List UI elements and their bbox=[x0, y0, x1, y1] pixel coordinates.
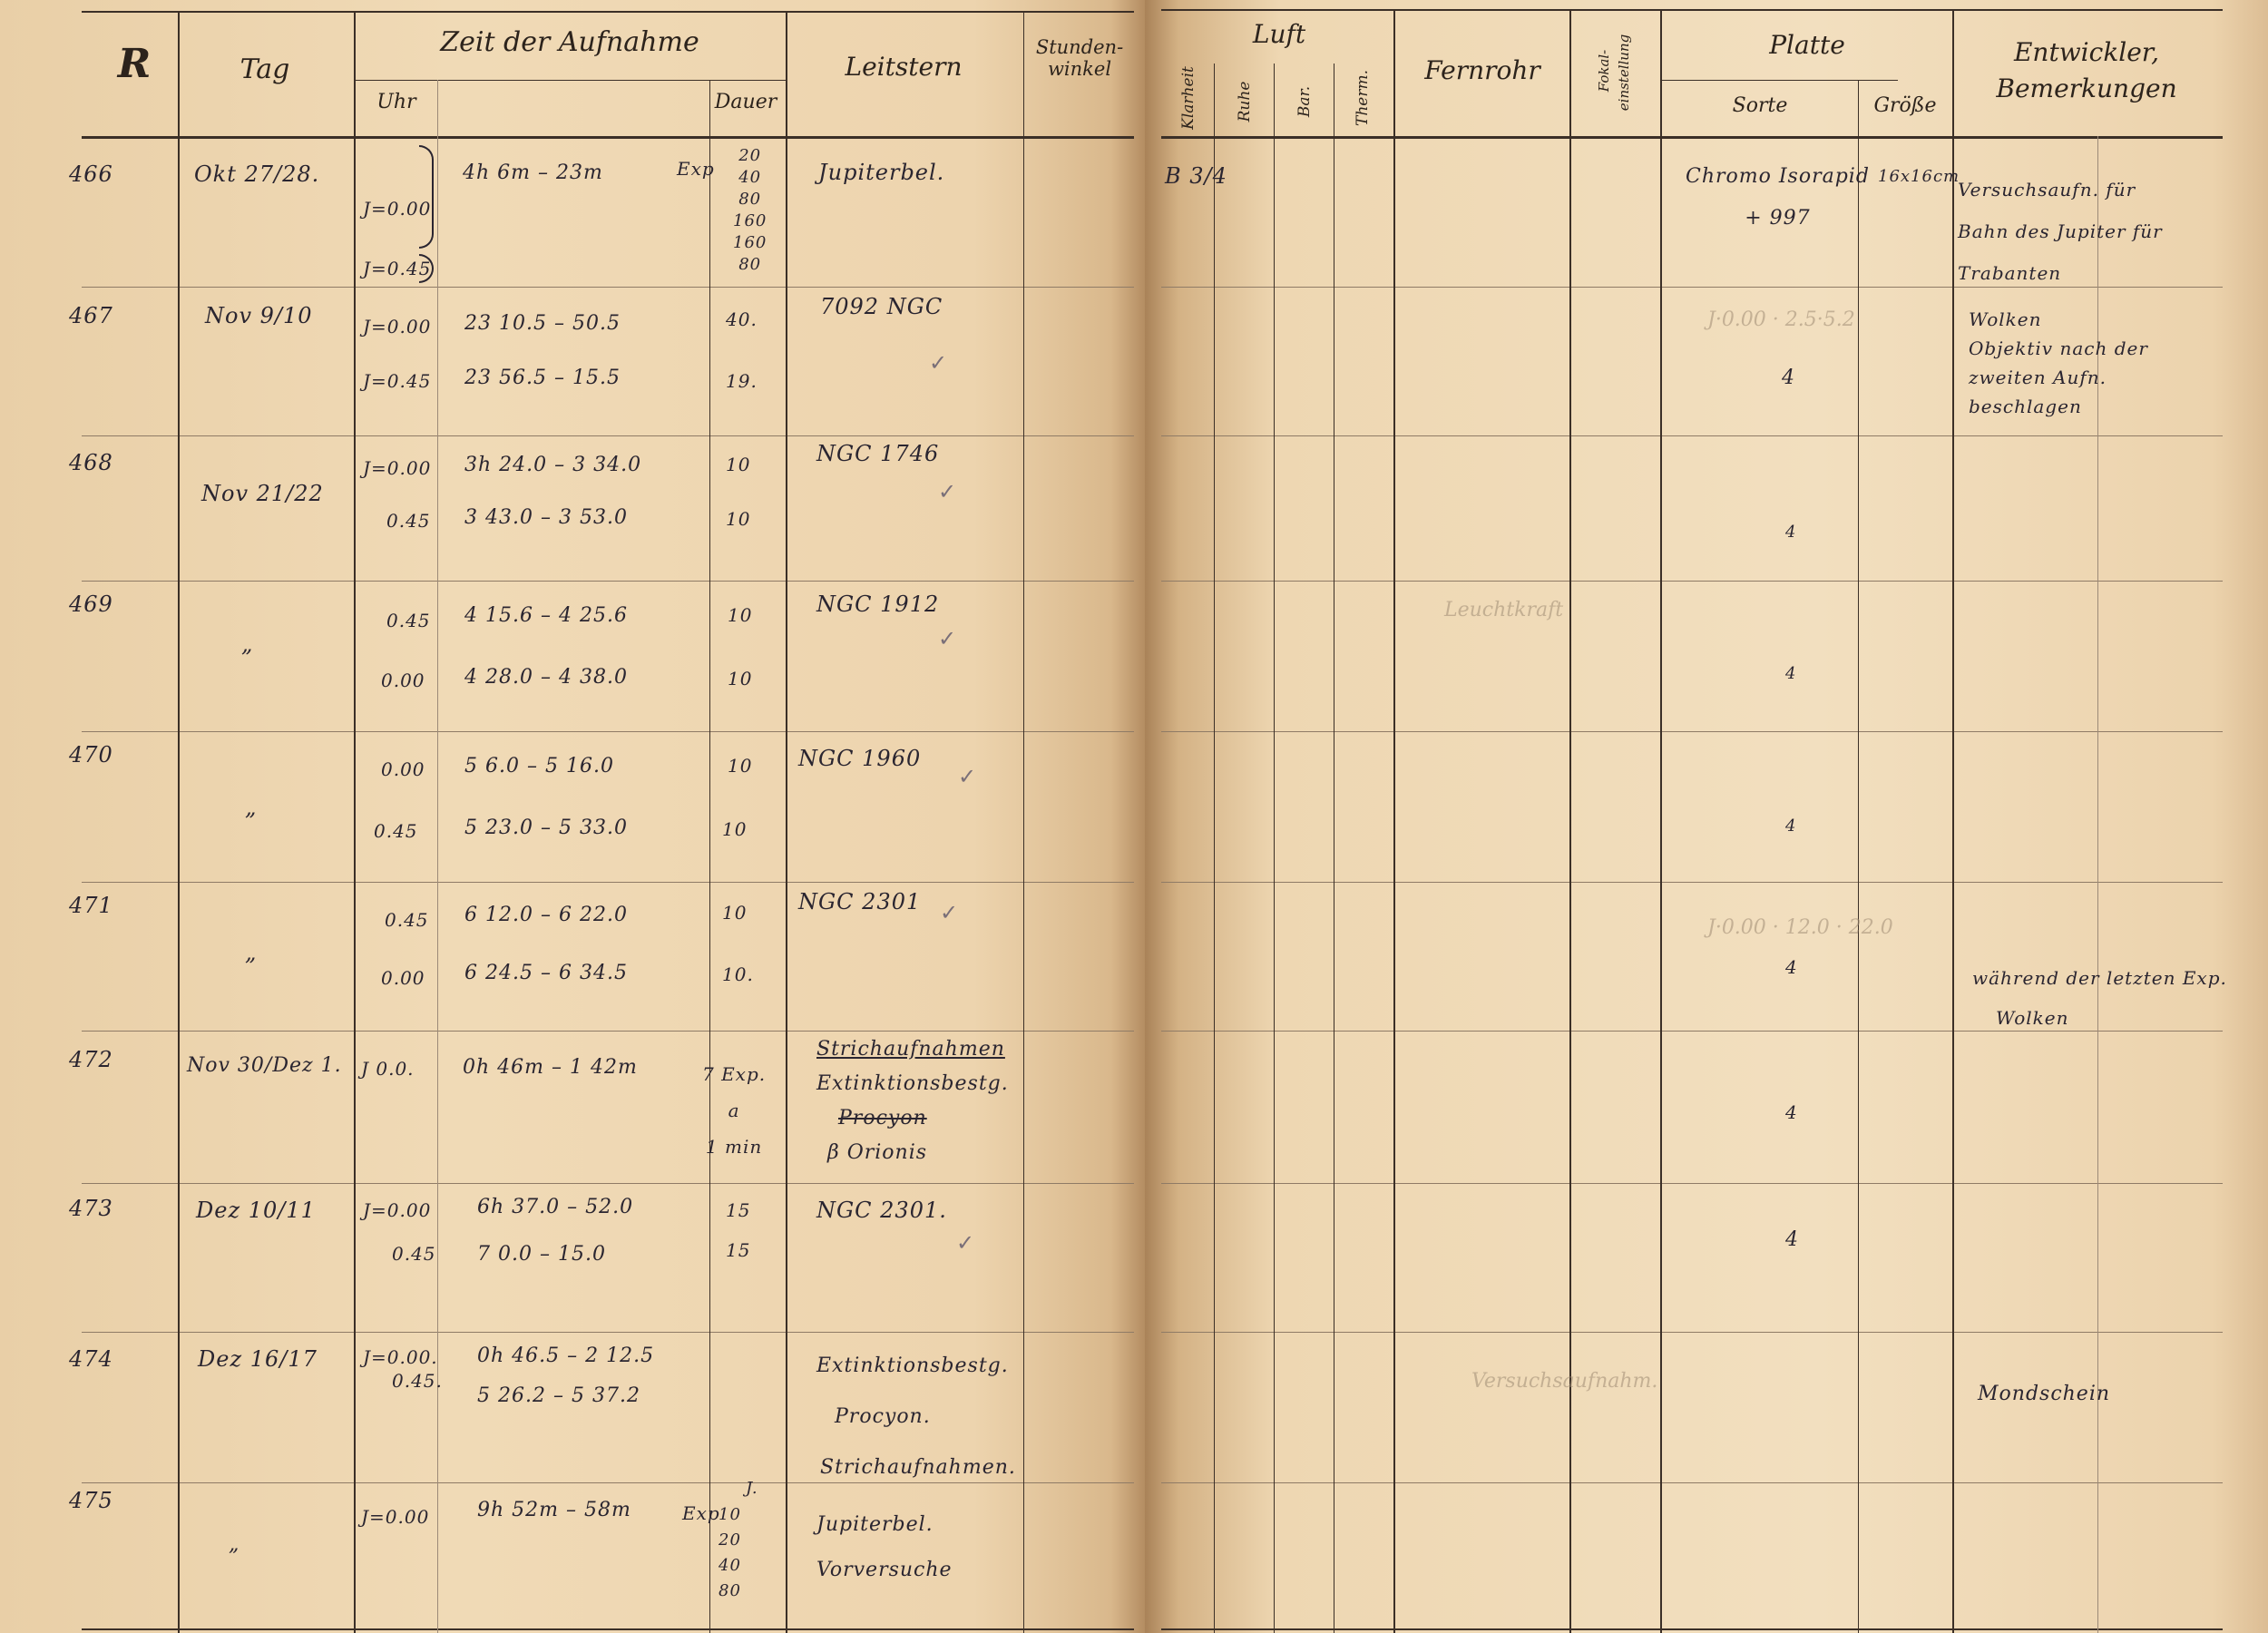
entry-uhr: 0.45 bbox=[374, 820, 418, 842]
entry-dauer-prefix: J. bbox=[746, 1479, 758, 1498]
row-divider bbox=[1161, 1183, 2223, 1184]
check-mark-icon: ✓ bbox=[938, 626, 957, 651]
bemerkung-line: Wolken bbox=[1996, 1007, 2069, 1029]
header-tag: Tag bbox=[240, 54, 290, 85]
header-uhr: Uhr bbox=[376, 91, 416, 113]
entry-zeit: 4 15.6 – 4 25.6 bbox=[464, 604, 628, 627]
entry-r: 466 bbox=[69, 161, 113, 187]
entry-zeit: 0h 46m – 1 42m bbox=[463, 1056, 638, 1079]
entry-leitstern: NGC 1960 bbox=[798, 746, 922, 771]
brace bbox=[419, 254, 434, 283]
leitstern-line: Strichaufnahmen bbox=[816, 1038, 1005, 1061]
header-fokal: Fokal- bbox=[1596, 49, 1612, 93]
entry-dauer: 10 bbox=[728, 668, 753, 689]
leitstern-line: Procyon bbox=[838, 1107, 927, 1129]
entry-dauer: 10 bbox=[728, 604, 753, 626]
leitstern-line: Strichaufnahmen. bbox=[820, 1456, 1016, 1479]
entry-dauer bbox=[733, 145, 767, 276]
entry-leitstern: NGC 2301 bbox=[798, 889, 922, 914]
entry-sorte: 4 bbox=[1785, 956, 1798, 978]
header-ruhe: Ruhe bbox=[1236, 81, 1254, 122]
entry-dauer: 10 bbox=[722, 902, 748, 924]
bemerkung-line: Trabanten bbox=[1958, 262, 2062, 284]
entry-uhr: J=0.00 bbox=[363, 457, 432, 479]
entry-uhr: J=0.00 bbox=[363, 316, 432, 337]
entry-r: 472 bbox=[69, 1047, 113, 1072]
check-mark-icon: ✓ bbox=[956, 1230, 975, 1256]
dauer-value: 20 bbox=[738, 146, 762, 165]
entry-bemerkungen bbox=[1969, 305, 2148, 421]
entry-r: 474 bbox=[69, 1346, 113, 1372]
entry-tag: Okt 27/28. bbox=[194, 161, 320, 187]
bemerkung-line: Versuchsaufn. für bbox=[1958, 179, 2136, 200]
dauer-value: 7 Exp. bbox=[702, 1063, 767, 1085]
col-rule bbox=[1023, 11, 1024, 1633]
row-divider bbox=[1161, 1332, 2223, 1333]
row-divider bbox=[1161, 731, 2223, 732]
check-mark-icon: ✓ bbox=[938, 479, 957, 504]
entry-dauer: 10. bbox=[722, 963, 754, 985]
entry-uhr: J=0.45 bbox=[363, 370, 432, 392]
entry-uhr: J=0.00. bbox=[363, 1346, 438, 1368]
entry-sorte: 4 bbox=[1785, 523, 1797, 542]
header-bar: Bar. bbox=[1295, 85, 1314, 118]
entry-uhr: J=0.00 bbox=[361, 1506, 430, 1528]
entry-zeit: 5 26.2 – 5 37.2 bbox=[477, 1384, 640, 1407]
dauer-value: 80 bbox=[738, 255, 762, 274]
right-page: Luft Klarheit Ruhe Bar. Therm. Fernrohr Fokal- einstellung Platte Sorte Größe Entwickler, Bemerkungen Leuchtkraft J·0.00 · 2.5·5.2 J·0.00 · 12.0 · 22.0 Versuchsaufnahm. B 3/4 Chromo Isorapid + 997 16x16cm Versuchsaufn. für Bahn des Jupiter für Trabanten 4 Wolken Objektiv nach der zweiten Aufn. beschlagen 4 4 4 4 während der letzten Exp. Wolken 4 4 Mondschein bbox=[1145, 0, 2268, 1633]
row-divider bbox=[1161, 581, 2223, 582]
bemerkung-line: beschlagen bbox=[1969, 396, 2082, 417]
row-divider bbox=[82, 731, 1134, 732]
col-rule bbox=[437, 80, 438, 1633]
header-platte: Platte bbox=[1769, 30, 1845, 60]
entry-sorte: 4 bbox=[1785, 1101, 1798, 1123]
entry-luft: B 3/4 bbox=[1165, 163, 1227, 189]
header-groesse: Größe bbox=[1873, 94, 1937, 117]
header-r: R bbox=[117, 41, 152, 87]
row-divider bbox=[1161, 1482, 2223, 1483]
bemerkung-line: Objektiv nach der bbox=[1969, 337, 2148, 359]
entry-dauer: 10 bbox=[728, 755, 753, 777]
header-luft: Luft bbox=[1252, 19, 1306, 49]
entry-leitstern: Jupiterbel. bbox=[818, 160, 945, 185]
entry-sorte: 4 bbox=[1785, 816, 1797, 836]
brace bbox=[419, 145, 434, 249]
entry-zeit: 9h 52m – 58m bbox=[477, 1499, 631, 1521]
bemerkung-line: zweiten Aufn. bbox=[1969, 367, 2107, 388]
row-divider bbox=[82, 1031, 1134, 1032]
top-rule bbox=[1161, 9, 2223, 11]
header-therm: Therm. bbox=[1354, 70, 1372, 126]
entry-leitstern bbox=[816, 1032, 1009, 1170]
entry-tag: „ bbox=[245, 795, 258, 820]
entry-dauer bbox=[719, 1502, 741, 1604]
dauer-value: 20 bbox=[719, 1530, 741, 1550]
entry-zeit: 6h 37.0 – 52.0 bbox=[477, 1196, 634, 1218]
entry-sorte: 4 bbox=[1782, 367, 1795, 389]
entry-leitstern bbox=[816, 1502, 953, 1593]
header-stundenwinkel-line1: Stunden- bbox=[1035, 36, 1124, 58]
entry-zeit: 6 12.0 – 6 22.0 bbox=[464, 904, 628, 926]
col-rule bbox=[178, 11, 180, 1633]
entry-zeit: 3h 24.0 – 3 34.0 bbox=[464, 454, 642, 476]
entry-leitstern bbox=[816, 1341, 1016, 1493]
col-rule bbox=[1393, 9, 1395, 1633]
header-zeit: Zeit der Aufnahme bbox=[440, 26, 699, 58]
entry-zeit: 7 0.0 – 15.0 bbox=[477, 1243, 606, 1266]
entry-zeit: 23 56.5 – 15.5 bbox=[464, 367, 621, 389]
col-rule bbox=[1858, 80, 1859, 1633]
entry-tag: Nov 30/Dez 1. bbox=[187, 1054, 342, 1077]
entry-leitstern: NGC 1746 bbox=[816, 441, 940, 466]
entry-groesse: 16x16cm bbox=[1878, 167, 1960, 186]
header-klarheit: Klarheit bbox=[1179, 66, 1198, 130]
entry-uhr: 0.45. bbox=[392, 1370, 443, 1392]
top-rule bbox=[82, 11, 1134, 13]
entry-zeit: 5 6.0 – 5 16.0 bbox=[464, 755, 614, 777]
entry-bemerkungen bbox=[1958, 169, 2163, 294]
row-divider bbox=[82, 1332, 1134, 1333]
entry-sorte: 4 bbox=[1785, 1228, 1799, 1251]
dauer-value: 40 bbox=[719, 1556, 741, 1575]
row-divider bbox=[82, 882, 1134, 883]
entry-uhr: J=0.45 bbox=[363, 258, 432, 279]
entry-dauer: 15 bbox=[726, 1239, 751, 1261]
entry-tag: „ bbox=[241, 631, 254, 657]
bottom-rule bbox=[1161, 1628, 2223, 1630]
col-rule bbox=[1274, 64, 1275, 1633]
col-rule bbox=[709, 80, 710, 1633]
entry-uhr: 0.45 bbox=[386, 610, 431, 631]
sorte-line: Chromo Isorapid bbox=[1686, 165, 1870, 188]
entry-r: 473 bbox=[69, 1196, 113, 1221]
entry-tag: „ bbox=[229, 1533, 240, 1556]
row-divider bbox=[82, 1183, 1134, 1184]
header-stundenwinkel bbox=[1036, 36, 1123, 80]
bottom-rule bbox=[82, 1628, 1134, 1630]
leitstern-line: Extinktionsbestg. bbox=[816, 1354, 1009, 1377]
dauer-value: 40 bbox=[738, 168, 762, 187]
entry-r: 467 bbox=[69, 303, 113, 328]
check-mark-icon: ✓ bbox=[958, 764, 977, 789]
entry-uhr: J=0.00 bbox=[363, 198, 432, 220]
entry-exp: Exp bbox=[682, 1502, 720, 1524]
entry-uhr: 0.00 bbox=[381, 670, 425, 691]
entry-uhr: 0.45 bbox=[392, 1243, 436, 1265]
entry-dauer: 40. bbox=[726, 308, 758, 330]
col-rule bbox=[354, 11, 356, 1633]
entry-zeit: 6 24.5 – 6 34.5 bbox=[464, 962, 628, 984]
entry-sorte: 4 bbox=[1785, 664, 1797, 683]
col-rule bbox=[1660, 9, 1662, 1633]
dauer-value: a bbox=[728, 1100, 740, 1121]
entry-tag: Dez 10/11 bbox=[196, 1198, 316, 1223]
entry-zeit: 4 28.0 – 4 38.0 bbox=[464, 666, 628, 689]
entry-zeit: 0h 46.5 – 2 12.5 bbox=[477, 1345, 655, 1367]
row-divider bbox=[82, 435, 1134, 436]
entry-r: 471 bbox=[69, 893, 113, 918]
entry-uhr: 0.45 bbox=[386, 510, 431, 532]
platte-subrule bbox=[1662, 80, 1898, 81]
row-divider bbox=[1161, 435, 2223, 436]
header-dauer: Dauer bbox=[714, 91, 777, 113]
dauer-value: 10 bbox=[719, 1505, 741, 1524]
zeit-subrule bbox=[356, 80, 787, 81]
entry-leitstern: NGC 1912 bbox=[816, 592, 940, 617]
dauer-value: 1 min bbox=[705, 1136, 763, 1158]
entry-dauer: 15 bbox=[726, 1199, 751, 1221]
entry-uhr: J 0.0. bbox=[361, 1058, 415, 1080]
entry-dauer: 19. bbox=[726, 370, 758, 392]
row-divider bbox=[1161, 882, 2223, 883]
entry-uhr: 0.00 bbox=[381, 758, 425, 780]
header-bottom-rule bbox=[82, 136, 1134, 139]
leitstern-line: Jupiterbel. bbox=[816, 1513, 934, 1536]
header-entwickler bbox=[1996, 34, 2176, 107]
header-bottom-rule bbox=[1161, 136, 2223, 139]
entry-zeit: 4h 6m – 23m bbox=[463, 161, 603, 184]
entry-dauer bbox=[702, 1056, 766, 1165]
sorte-line: + 997 bbox=[1745, 207, 1811, 230]
dauer-value: 80 bbox=[738, 190, 762, 209]
entry-dauer: 10 bbox=[726, 508, 751, 530]
col-rule bbox=[1952, 9, 1954, 1633]
entry-zeit: 5 23.0 – 5 33.0 bbox=[464, 816, 628, 839]
entry-leitstern: 7092 NGC bbox=[820, 294, 943, 319]
entry-bemerkungen: Mondschein bbox=[1978, 1383, 2111, 1405]
header-leitstern: Leitstern bbox=[845, 52, 963, 82]
bemerkung-line: Wolken bbox=[1969, 308, 2042, 330]
entry-r: 469 bbox=[69, 592, 113, 617]
leitstern-line: β Orionis bbox=[827, 1141, 928, 1164]
entry-exp: Exp bbox=[677, 158, 715, 180]
col-rule bbox=[786, 11, 787, 1633]
entry-uhr: 0.00 bbox=[381, 967, 425, 989]
entry-tag: Nov 9/10 bbox=[205, 303, 313, 328]
entry-tag: Dez 16/17 bbox=[198, 1346, 318, 1372]
entry-r: 475 bbox=[69, 1488, 113, 1513]
leitstern-line: Procyon. bbox=[835, 1405, 931, 1428]
entry-uhr: J=0.00 bbox=[363, 1199, 432, 1221]
entry-r: 468 bbox=[69, 450, 113, 475]
leitstern-line: Extinktionsbestg. bbox=[816, 1072, 1009, 1095]
entry-dauer: 10 bbox=[726, 454, 751, 475]
leitstern-line: Vorversuche bbox=[816, 1559, 953, 1581]
bemerkung-line: während der letzten Exp. bbox=[1972, 967, 2227, 989]
entry-dauer: 10 bbox=[722, 818, 748, 840]
check-mark-icon: ✓ bbox=[929, 350, 948, 376]
entry-zeit: 3 43.0 – 3 53.0 bbox=[464, 506, 628, 529]
dauer-value: 80 bbox=[719, 1581, 741, 1600]
row-divider bbox=[82, 287, 1134, 288]
check-mark-icon: ✓ bbox=[940, 900, 959, 925]
dauer-value: 160 bbox=[733, 233, 767, 252]
header-stundenwinkel-line2: winkel bbox=[1047, 58, 1112, 81]
entry-leitstern: NGC 2301. bbox=[816, 1198, 947, 1223]
col-rule bbox=[1214, 64, 1215, 1633]
entry-sorte bbox=[1686, 156, 1870, 240]
dauer-value: 160 bbox=[733, 211, 767, 230]
header-einstellung: einstellung bbox=[1616, 34, 1632, 112]
entry-zeit: 23 10.5 – 50.5 bbox=[464, 312, 621, 335]
row-divider bbox=[82, 581, 1134, 582]
entry-uhr: 0.45 bbox=[385, 909, 429, 931]
bemerkung-line: Bahn des Jupiter für bbox=[1958, 220, 2163, 242]
entry-tag: „ bbox=[245, 940, 258, 965]
header-sorte: Sorte bbox=[1732, 94, 1788, 117]
header-entwickler-line2: Bemerkungen bbox=[1996, 73, 2177, 103]
entry-tag: Nov 21/22 bbox=[201, 481, 324, 506]
entry-bemerkungen bbox=[1972, 958, 2227, 1038]
header-entwickler-line1: Entwickler, bbox=[2013, 37, 2160, 67]
header-fernrohr: Fernrohr bbox=[1424, 55, 1540, 85]
entry-r: 470 bbox=[69, 742, 113, 768]
